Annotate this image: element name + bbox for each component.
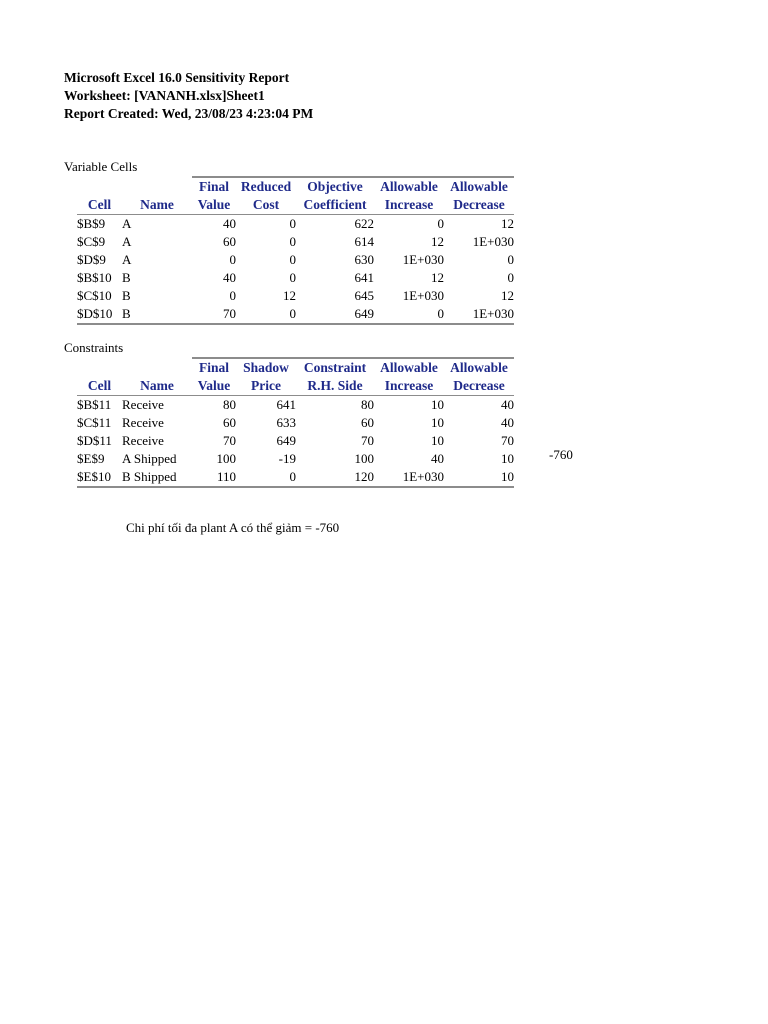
cell-value: 110 xyxy=(192,468,236,487)
cell-value: 649 xyxy=(276,433,296,448)
cell-value: 10 xyxy=(444,468,514,487)
cell-value: 622 xyxy=(354,216,374,231)
cell-value: 40 xyxy=(501,397,514,412)
cell-ref: $D$9 xyxy=(77,252,106,267)
cell-value: 0 xyxy=(437,216,444,231)
cell-value: 1E+030 xyxy=(402,252,444,267)
cell-value: 12 xyxy=(501,288,514,303)
table-row xyxy=(77,305,514,324)
cell-value: 630 xyxy=(354,252,374,267)
cell-value: 1E+030 xyxy=(444,305,514,324)
table-row xyxy=(77,468,514,487)
cell-value: 60 xyxy=(223,415,236,430)
cell-value: 649 xyxy=(296,305,374,324)
worksheet-name: Worksheet: [VANANH.xlsx]Sheet1 xyxy=(64,88,265,103)
cell-value: 60 xyxy=(223,234,236,249)
column-header xyxy=(77,177,122,196)
cell-value: 645 xyxy=(354,288,374,303)
cell-value: -19 xyxy=(278,451,296,466)
column-header: Allowable xyxy=(374,358,444,377)
cell-value: 641 xyxy=(354,270,374,285)
cell-value: 0 xyxy=(236,305,296,324)
table-row xyxy=(77,269,514,287)
column-header: Value xyxy=(192,196,236,215)
column-header: Constraint xyxy=(296,358,374,377)
header-row xyxy=(77,377,514,396)
cell-value: 12 xyxy=(283,288,296,303)
cell-name: Receive xyxy=(122,415,164,430)
report-title: Microsoft Excel 16.0 Sensitivity Report xyxy=(64,70,290,85)
cell-value: 12 xyxy=(501,216,514,231)
column-header: Name xyxy=(122,196,192,215)
column-header: Increase xyxy=(374,196,444,215)
column-header: Final xyxy=(192,177,236,196)
table-row xyxy=(77,396,514,415)
cell-value: 0 xyxy=(289,270,296,285)
cell-value: 0 xyxy=(507,270,514,285)
column-header: Cell xyxy=(77,196,122,215)
column-header: Allowable xyxy=(444,358,514,377)
variable-cells-table xyxy=(77,176,514,325)
cell-value: 0 xyxy=(374,305,444,324)
constraints-header xyxy=(77,358,514,396)
cell-value: 0 xyxy=(289,234,296,249)
cell-value: 100 xyxy=(354,451,374,466)
column-header: R.H. Side xyxy=(296,377,374,396)
cell-value: 0 xyxy=(229,252,236,267)
cell-value: 10 xyxy=(501,451,514,466)
variable-cells-header xyxy=(77,177,514,215)
cell-name: B xyxy=(122,305,192,324)
column-header: Price xyxy=(236,377,296,396)
column-header xyxy=(122,177,192,196)
column-header: Cost xyxy=(236,196,296,215)
cell-ref: $E$10 xyxy=(77,468,122,487)
cell-value: 40 xyxy=(223,270,236,285)
table-row xyxy=(77,450,514,468)
column-header xyxy=(77,358,122,377)
cell-ref: $C$11 xyxy=(77,415,112,430)
table-row xyxy=(77,233,514,251)
constraints-label: Constraints xyxy=(64,340,124,355)
cell-value: 70 xyxy=(361,433,374,448)
table-row xyxy=(77,414,514,432)
cell-name: B Shipped xyxy=(122,468,192,487)
header-row xyxy=(77,196,514,215)
cell-value: 40 xyxy=(431,451,444,466)
table-row xyxy=(77,287,514,305)
cell-value: 12 xyxy=(431,234,444,249)
cell-value: 1E+030 xyxy=(402,288,444,303)
cell-name: A xyxy=(122,216,132,231)
side-value: -760 xyxy=(549,447,573,462)
cell-ref: $B$11 xyxy=(77,397,112,412)
column-header xyxy=(122,358,192,377)
column-header: Final xyxy=(192,358,236,377)
column-header: Value xyxy=(192,377,236,396)
cell-ref: $E$9 xyxy=(77,451,105,466)
cell-ref: $C$9 xyxy=(77,234,106,249)
column-header: Coefficient xyxy=(296,196,374,215)
cell-value: 633 xyxy=(276,415,296,430)
cell-value: 0 xyxy=(507,252,514,267)
cell-value: 70 xyxy=(192,305,236,324)
cell-value: 120 xyxy=(296,468,374,487)
cell-value: 70 xyxy=(223,433,236,448)
cell-value: 100 xyxy=(216,451,236,466)
cell-ref: $B$9 xyxy=(77,216,106,231)
cell-name: A Shipped xyxy=(122,451,177,466)
column-header: Allowable xyxy=(444,177,514,196)
column-header: Objective xyxy=(296,177,374,196)
cell-name: B xyxy=(122,288,131,303)
cell-value: 40 xyxy=(223,216,236,231)
cell-ref: $C$10 xyxy=(77,288,112,303)
cell-ref: $D$11 xyxy=(77,433,112,448)
column-header: Increase xyxy=(374,377,444,396)
table-row xyxy=(77,215,514,234)
report-header xyxy=(64,69,313,123)
note-text: Chi phí tối đa plant A có thể giảm = -760 xyxy=(126,520,340,535)
cell-value: 80 xyxy=(223,397,236,412)
column-header: Allowable xyxy=(374,177,444,196)
cell-value: 12 xyxy=(431,270,444,285)
column-header: Shadow xyxy=(236,358,296,377)
cell-name: B xyxy=(122,270,131,285)
cell-value: 0 xyxy=(289,216,296,231)
cell-value: 10 xyxy=(431,433,444,448)
column-header: Decrease xyxy=(444,196,514,215)
cell-name: A xyxy=(122,234,132,249)
cell-value: 10 xyxy=(431,397,444,412)
column-header: Reduced xyxy=(236,177,296,196)
cell-value: 614 xyxy=(354,234,374,249)
cell-value: 1E+030 xyxy=(472,234,514,249)
table-row xyxy=(77,251,514,269)
cell-value: 60 xyxy=(361,415,374,430)
cell-ref: $B$10 xyxy=(77,270,112,285)
report-created: Report Created: Wed, 23/08/23 4:23:04 PM xyxy=(64,106,314,121)
constraints-body xyxy=(77,396,514,488)
cell-value: 10 xyxy=(431,415,444,430)
cell-name: A xyxy=(122,252,132,267)
cell-value: 0 xyxy=(229,288,236,303)
cell-value: 80 xyxy=(361,397,374,412)
cell-value: 40 xyxy=(501,415,514,430)
constraints-table xyxy=(77,357,514,488)
cell-value: 1E+030 xyxy=(374,468,444,487)
cell-value: 641 xyxy=(276,397,296,412)
cell-name: Receive xyxy=(122,433,164,448)
cell-value: 0 xyxy=(236,468,296,487)
column-header: Cell xyxy=(77,377,122,396)
cell-value: 70 xyxy=(501,433,514,448)
column-header: Name xyxy=(122,377,192,396)
header-row xyxy=(77,177,514,196)
column-header: Decrease xyxy=(444,377,514,396)
cell-value: 0 xyxy=(289,252,296,267)
header-row xyxy=(77,358,514,377)
variable-cells-label: Variable Cells xyxy=(64,159,138,174)
cell-name: Receive xyxy=(122,397,164,412)
table-row xyxy=(77,432,514,450)
cell-ref: $D$10 xyxy=(77,305,122,324)
variable-cells-body xyxy=(77,215,514,325)
